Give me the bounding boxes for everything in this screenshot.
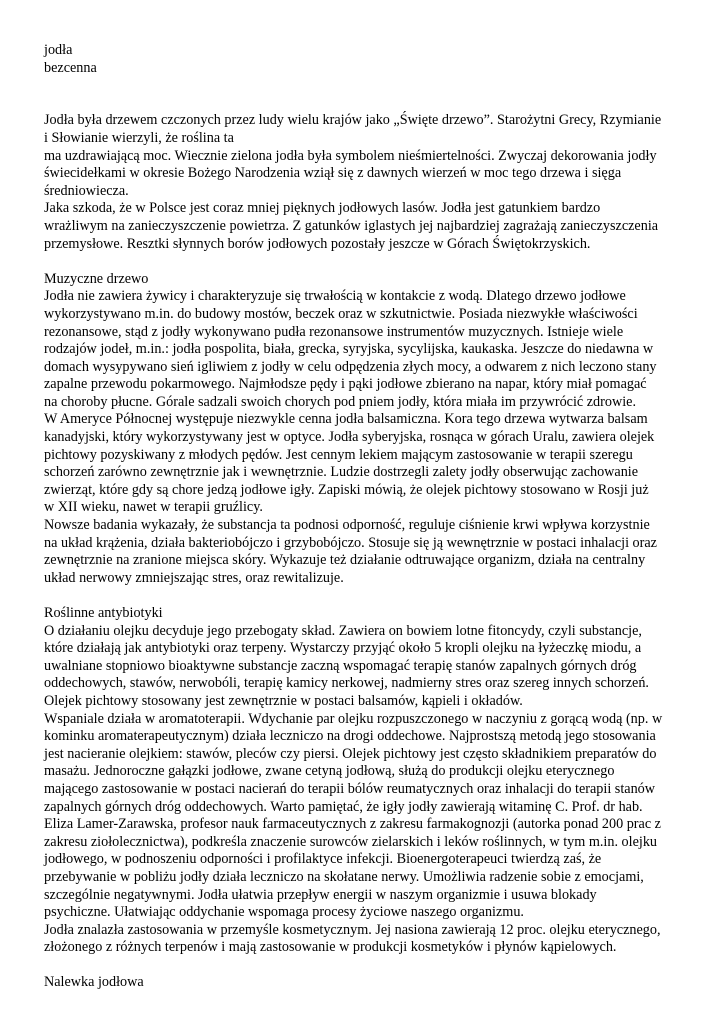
section-roslinne-antybiotyki: [44, 605, 716, 957]
text-line: zwierząt, które gdy są chore jedzą jodłowe igły. Zapiski mówią, że olejek pichtowy stosowano w Rosji już: [44, 481, 649, 498]
text-line: Jodła znalazła zastosowania w przemyśle kosmetycznym. Jej nasiona zawierają 12 proc. olejku eterycznego,: [44, 921, 661, 938]
text-line: Nowsze badania wykazały, że substancja ta podnosi odporność, reguluje ciśnienie krwi wpływa korzystnie: [44, 517, 650, 534]
text-line: Jodła była drzewem czczonych przez ludy wielu krajów jako „Święte drzewo”. Starożytni Grecy, Rzymianie: [44, 112, 662, 129]
text-line: rezonansowe, stąd z jodły wykonywano pudła rezonansowe instrumentów muzycznych. Istnieje wiele: [44, 323, 624, 340]
text-line: O działaniu olejku decyduje jego przebogaty skład. Zawiera on bowiem lotne fitoncydy, czyli substancje,: [44, 622, 642, 639]
text-line: w XII wieku, nawet w terapii gruźlicy.: [44, 499, 263, 516]
text-line: oddechowych, stawów, nerwobóli, terapię kamicy nerkowej, nadmierny stres oraz szereg innych schorzeń.: [44, 675, 649, 692]
text-line: układ nerwowy zmniejszając stres, oraz rewitalizuje.: [44, 569, 344, 586]
section-muzyczne-drzewo: [44, 271, 716, 588]
text-line: szczególnie negatywnymi. Jodła ułatwia przepływ energii w naszym organizmie i usuwa blokady: [44, 886, 597, 903]
spacer: [44, 77, 716, 112]
spacer: [44, 253, 716, 271]
text-line: jodłowego, w podnoszeniu odporności i profilaktyce infekcji. Bioenergoterapeuci twierdzą zaś, że: [44, 851, 602, 868]
text-line: kanadyjski, który wykorzystywany jest w optyce. Jodła syberyjska, rosnąca w górach Uralu, zawiera olejek: [44, 429, 655, 446]
text-line: ma uzdrawiającą moc. Wiecznie zielona jodła była symbolem nieśmiertelności. Zwyczaj dekorowania jodły: [44, 147, 657, 164]
header-line-1: jodła: [44, 42, 73, 58]
text-line: Jodła nie zawiera żywicy i charakteryzuje się trwałością w kontakcie z wodą. Dlatego drzewo jodłowe: [44, 288, 626, 305]
text-line: jest nacieranie olejkiem: stawów, pleców czy piersi. Olejek pichtowy jest często składnikiem preparatów do: [44, 745, 657, 762]
text-line: zewnętrznie na zranione miejsca skóry. Wykazuje też działanie odtruwające organizm, działa na centralny: [44, 552, 646, 569]
document-page: [44, 42, 716, 992]
text-line: świecidełkami w okresie Bożego Narodzenia wziął się z dawnych wierzeń w moc tego drzewa i sięga: [44, 165, 622, 182]
spacer: [44, 587, 716, 605]
text-line: Eliza Lamer-Zarawska, profesor nauk farmaceutycznych z zakresu farmakognozji (autorka ponad 200 prac z: [44, 816, 661, 833]
spacer: [44, 957, 716, 975]
intro-paragraph: [44, 112, 716, 253]
text-line: średniowiecza.: [44, 182, 129, 199]
text-line: Jaka szkoda, że w Polsce jest coraz mniej pięknych jodłowych lasów. Jodła jest gatunkiem bardzo: [44, 200, 601, 217]
section-heading: Muzyczne drzewo: [44, 270, 149, 287]
text-line: uwalniane stopniowo bioaktywne substancje zaczną wspomagać terapię stanów zapalnych górnych dróg: [44, 657, 637, 674]
text-line: rodzajów jodeł, m.in.: jodła pospolita, biała, grecka, syryjska, sycylijska, kaukaska. Jeszcze do niedawna w: [44, 341, 654, 358]
text-line: zapalnych górnych dróg oddechowych. Warto pamiętać, że igły jodły zawierają witaminę C. Prof. dr hab.: [44, 798, 643, 815]
text-line: zakresu ziołolecznictwa), podkreśla znaczenie surowców zielarskich i leków roślinnych, w tym m.in. olejku: [44, 833, 658, 850]
text-line: przebywanie w pobliżu jodły działa leczniczo na skołatane nerwy. Umożliwia radzenie sobie z emocjami,: [44, 868, 644, 885]
text-line: Olejek pichtowy stosowany jest zewnętrznie w postaci balsamów, kąpieli i okładów.: [44, 692, 523, 709]
text-line: wykorzystywano m.in. do budowy mostów, beczek oraz w szkutnictwie. Posiada niezwykłe właściwości: [44, 305, 638, 322]
section-heading: Nalewka jodłowa: [44, 974, 144, 991]
text-line: wrażliwym na zanieczyszczenie powietrza. Z gatunków iglastych jej najbardziej zagrażają zanieczyszczenia: [44, 217, 659, 234]
text-line: i Słowianie wierzyli, że roślina ta: [44, 129, 234, 146]
text-line: przemysłowe. Resztki słynnych borów jodłowych pozostały jeszcze w Górach Świętokrzyskich.: [44, 235, 591, 252]
text-line: masażu. Jednoroczne gałązki jodłowe, zwane cetyną jodłową, służą do produkcji olejku eterycznego: [44, 763, 615, 780]
text-line: na układ krążenia, działa bakteriobójczo i grzybobójczo. Stosuje się ją wewnętrznie w postaci inhalacji oraz: [44, 534, 657, 551]
text-line: złożonego z różnych terpenów i mają zastosowanie w produkcji kosmetyków i płynów kąpielowych.: [44, 939, 617, 956]
text-line: schorzeń zarówno zewnętrznie jak i wewnętrznie. Ludzie dostrzegli zalety jodły obserwując zachowanie: [44, 464, 639, 481]
text-line: kominku aromaterapeutycznym) działa leczniczo na drogi oddechowe. Najprostszą metodą jego stosowania: [44, 728, 656, 745]
header-line-2: bezcenna: [44, 59, 97, 76]
text-line: mającego zastosowanie w postaci nacierań do terapii bólów reumatycznych oraz inhalacji do terapii stanów: [44, 780, 656, 797]
text-line: psychiczne. Ułatwiając oddychanie wspomaga procesy życiowe naszego organizmu.: [44, 904, 524, 921]
text-line: pichtowy pozyskiwany z młodych pędów. Jest cennym lekiem mającym zastosowanie w terapii szeregu: [44, 446, 633, 463]
text-line: domach wysypywano sień igliwiem z jodły w celu odpędzenia złych mocy, a odwarem z nich leczono stany: [44, 358, 657, 375]
section-nalewka-jodlowa: [44, 974, 716, 992]
text-line: Wspaniale działa w aromatoterapii. Wdychanie par olejku rozpuszczonego w naczyniu z gorącą wodą (np. w: [44, 710, 663, 727]
text-line: które działają jak antybiotyki oraz terpeny. Wystarczy przyjąć około 5 kropli olejku na łyżeczkę miodu, a: [44, 640, 642, 657]
section-heading: Roślinne antybiotyki: [44, 605, 163, 621]
text-line: W Ameryce Północnej występuje niezwykle cenna jodła balsamiczna. Kora tego drzewa wytwarza balsam: [44, 411, 648, 428]
text-line: zapalne przewodu pokarmowego. Najmłodsze pędy i pąki jodłowe zbierano na napar, który miał pomagać: [44, 376, 647, 393]
text-line: na choroby płucne. Górale sadzali swoich chorych pod pniem jodły, która miała im przywrócić zdrowie.: [44, 393, 637, 410]
